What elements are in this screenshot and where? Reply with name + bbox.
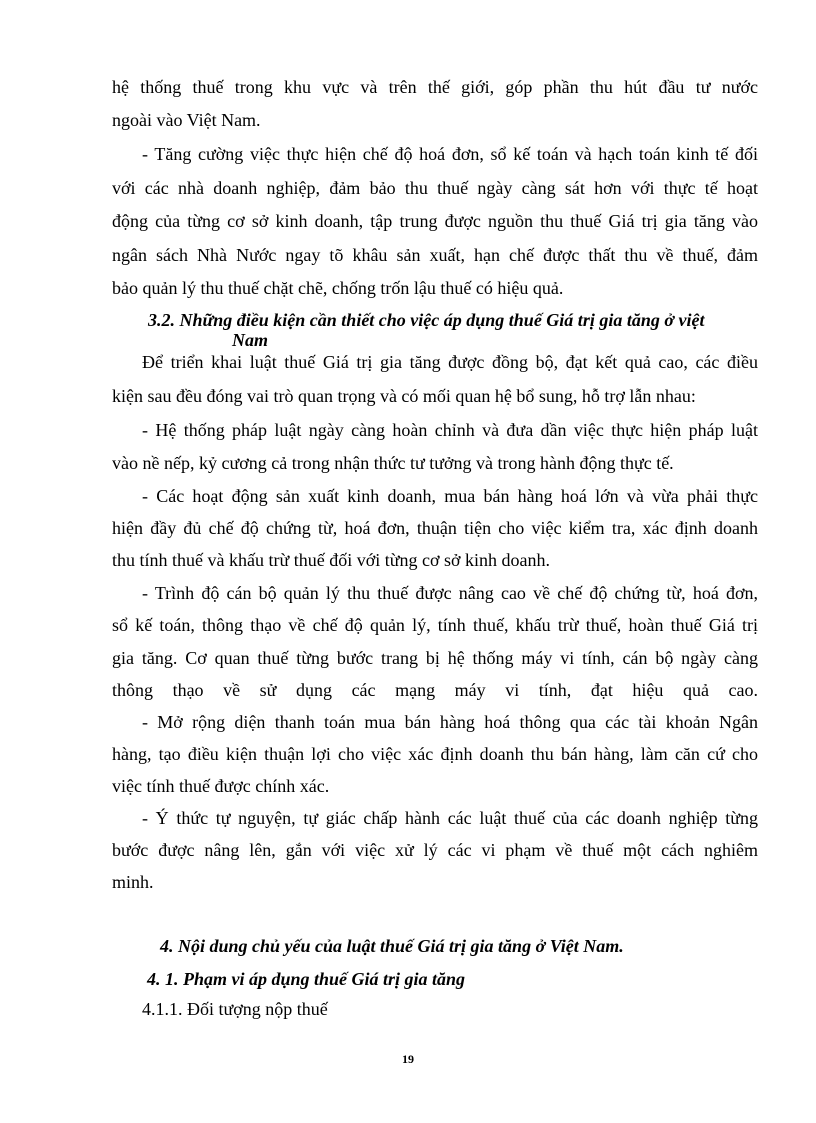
- paragraph-line: Để triển khai luật thuế Giá trị gia tăng được đồng bộ, đạt kết quả cao, các điều: [142, 352, 758, 372]
- paragraph-line: hệ thống thuế trong khu vực và trên thế giới, góp phần thu hút đầu tư nước: [112, 77, 758, 97]
- subsubsection-heading: 4.1.1. Đối tượng nộp thuế: [142, 999, 328, 1019]
- paragraph-line: bước được nâng lên, gắn với việc xử lý các vi phạm về thuế một cách nghiêm: [112, 840, 758, 860]
- paragraph-line: với các nhà doanh nghiệp, đảm bảo thu thuế ngày càng sát hơn với thực tế hoạt: [112, 178, 758, 198]
- subsection-heading: 4. 1. Phạm vi áp dụng thuế Giá trị gia tăng: [147, 969, 466, 989]
- paragraph-line: hiện đầy đủ chế độ chứng từ, hoá đơn, thuận tiện cho việc kiểm tra, xác định doanh: [112, 518, 758, 538]
- paragraph-line: kiện sau đều đóng vai trò quan trọng và có mối quan hệ bổ sung, hỗ trợ lẫn nhau:: [112, 386, 696, 406]
- paragraph-line: việc tính thuế được chính xác.: [112, 776, 330, 796]
- paragraph-line: - Trình độ cán bộ quản lý thu thuế được nâng cao về chế độ chứng từ, hoá đơn,: [142, 583, 758, 603]
- paragraph-line: vào nề nếp, kỷ cương cả trong nhận thức tư tưởng và trong hành động thực tế.: [112, 453, 674, 473]
- paragraph-line: thu tính thuế và khấu trừ thuế đối với từng cơ sở kinh doanh.: [112, 550, 551, 570]
- paragraph-line: ngân sách Nhà Nước ngay tõ khâu sản xuất, hạn chế được thất thu về thuế, đảm: [112, 245, 758, 265]
- paragraph-line: bảo quản lý thu thuế chặt chẽ, chống trốn lậu thuế có hiệu quả.: [112, 278, 564, 298]
- section-heading: 3.2. Những điều kiện cần thiết cho việc áp dụng thuế Giá trị gia tăng ở việt: [148, 310, 705, 330]
- section-heading: 4. Nội dung chủ yếu của luật thuế Giá trị gia tăng ở Việt Nam.: [160, 936, 624, 956]
- paragraph-line: - Tăng cường việc thực hiện chế độ hoá đơn, sổ kế toán và hạch toán kinh tế đối: [142, 144, 758, 164]
- paragraph-line: - Mở rộng diện thanh toán mua bán hàng hoá thông qua các tài khoản Ngân: [142, 712, 758, 732]
- section-heading-continuation: Nam: [232, 330, 268, 350]
- paragraph-line: thông thạo về sử dụng các mạng máy vi tính, đạt hiệu quả cao.: [112, 680, 758, 700]
- page-number: 19: [402, 1052, 414, 1066]
- paragraph-line: động của từng cơ sở kinh doanh, tập trung được nguồn thu thuế Giá trị gia tăng vào: [112, 211, 758, 231]
- paragraph-line: - Ý thức tự nguyện, tự giác chấp hành các luật thuế của các doanh nghiệp từng: [142, 808, 758, 828]
- paragraph-line: hàng, tạo điều kiện thuận lợi cho việc xác định doanh thu bán hàng, làm căn cứ cho: [112, 744, 758, 764]
- paragraph-line: ngoài vào Việt Nam.: [112, 110, 261, 130]
- paragraph-line: gia tăng. Cơ quan thuế từng bước trang bị hệ thống máy vi tính, cán bộ ngày càng: [112, 648, 758, 668]
- paragraph-line: - Các hoạt động sản xuất kinh doanh, mua bán hàng hoá lớn và vừa phải thực: [142, 486, 758, 506]
- paragraph-line: sổ kế toán, thông thạo về chế độ quản lý, tính thuế, khấu trừ thuế, hoàn thuế Giá trị: [112, 615, 758, 635]
- paragraph-line: - Hệ thống pháp luật ngày càng hoàn chỉnh và đưa dần việc thực hiện pháp luật: [142, 420, 758, 440]
- paragraph-line: minh.: [112, 872, 154, 892]
